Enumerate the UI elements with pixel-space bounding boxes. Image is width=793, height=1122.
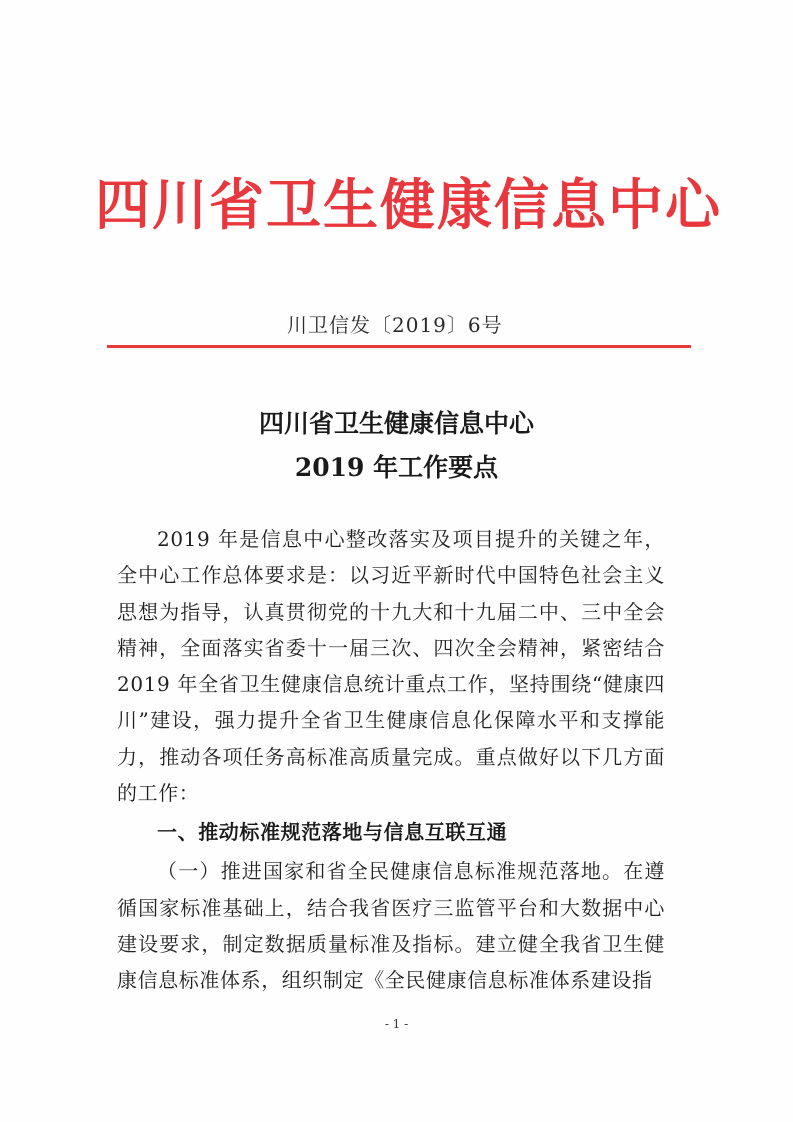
masthead-organization-name: 四川省卫生健康信息中心 [95, 172, 723, 237]
document-title [150, 402, 643, 490]
intro-paragraph: 2019 年是信息中心整改落实及项目提升的关键之年，全中心工作总体要求是：以习近平新时代中国特色社会主义思想为指导，认真贯彻党的十九大和十九届二中、三中全会精神，全面落实省委十一届三次、四次全会精神，紧密结合 2019 年全省卫生健康信息统计重点工作，坚持围绕“健康四川”建设，强力提升全省卫生健康信息化保障水平和支撑能力，推动各项任务高标准高质量完成。重点做好以下几方面的工作： [117, 527, 665, 806]
page-number: - 1 - [384, 1017, 409, 1031]
title-line-subject: 2019 年工作要点 [294, 453, 499, 482]
section-heading: 一、推动标准规范落地与信息互联互通 [157, 820, 508, 845]
red-divider-rule [107, 345, 691, 348]
title-line-organization: 四川省卫生健康信息中心 [258, 409, 534, 438]
document-number: 川卫信发〔2019〕6号 [287, 313, 503, 337]
subsection-paragraph: （一）推进国家和省全民健康信息标准规范落地。在遵循国家标准基础上，结合我省医疗三监管平台和大数据中心建设要求，制定数据质量标准及指标。建立健全我省卫生健康信息标准体系，组织制定《全民健康信息标准体系建设指 [117, 859, 665, 993]
document-body [117, 521, 665, 999]
